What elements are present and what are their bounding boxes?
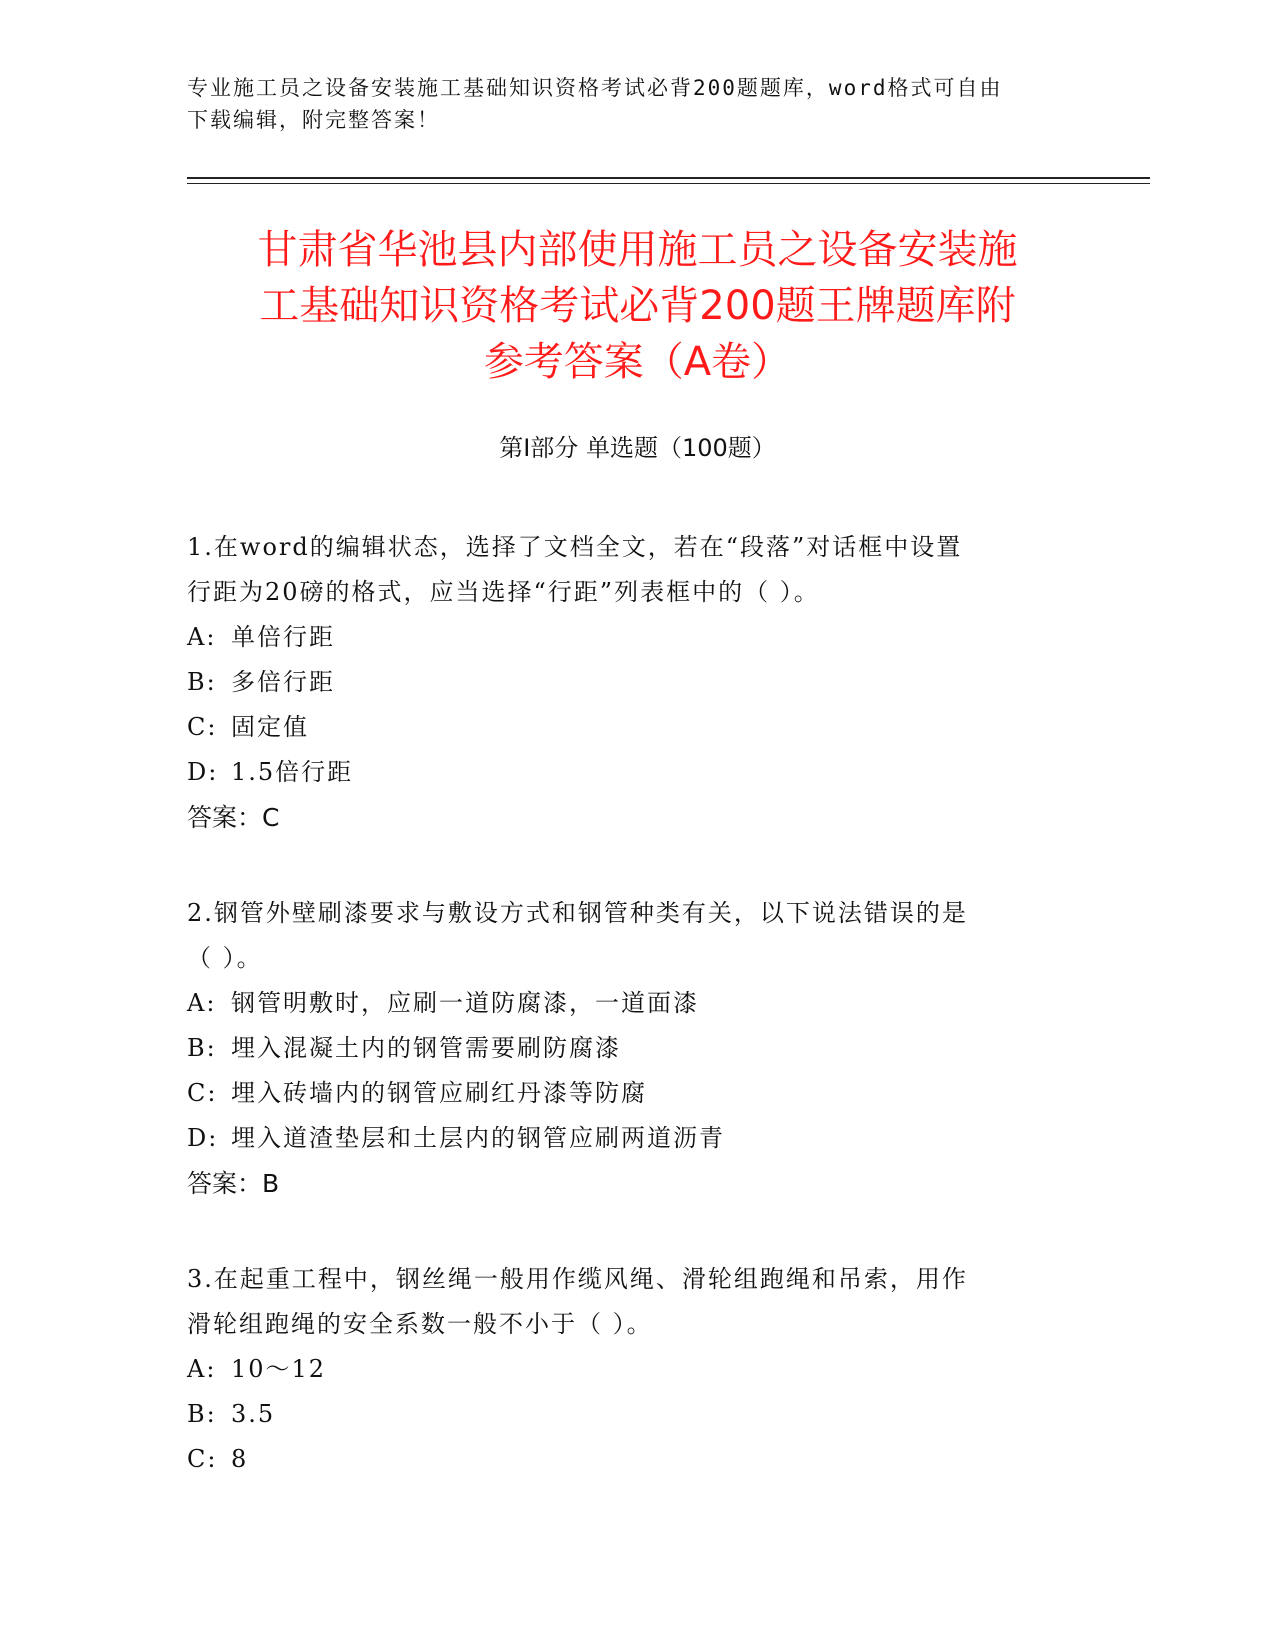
option-letter: B: <box>187 668 217 696</box>
option-a <box>187 1347 1087 1392</box>
option-letter: A: <box>187 623 217 651</box>
option-text: 10～12 <box>231 1355 327 1383</box>
option-letter: C: <box>187 1079 218 1107</box>
option-a <box>187 615 1087 660</box>
question-stem-line: 2.钢管外壁刷漆要求与敷设方式和钢管种类有关，以下说法错误的是 <box>187 899 968 927</box>
question-stem-line: 行距为20磅的格式，应当选择“行距”列表框中的（ ）。 <box>187 578 820 606</box>
question-2 <box>187 891 1087 1206</box>
option-text: 单倍行距 <box>231 623 335 651</box>
answer-line: 答案：B <box>187 1169 280 1198</box>
option-text: 1.5倍行距 <box>231 758 354 786</box>
header-line-1: 专业施工员之设备安装施工基础知识资格考试必背200题题库，word格式可自由 <box>187 76 1003 100</box>
header-divider-thin <box>187 183 1150 184</box>
header-divider-thick <box>187 177 1150 179</box>
option-text: 多倍行距 <box>231 668 335 696</box>
option-text: 钢管明敷时，应刷一道防腐漆，一道面漆 <box>231 989 699 1017</box>
page-header <box>187 72 1087 136</box>
answer-line: 答案：C <box>187 803 280 832</box>
option-b <box>187 1026 1087 1071</box>
option-letter: C: <box>187 713 218 741</box>
option-a <box>187 981 1087 1026</box>
option-letter: D: <box>187 1124 219 1152</box>
option-text: 3.5 <box>231 1400 276 1428</box>
option-text: 埋入砖墙内的钢管应刷红丹漆等防腐 <box>231 1079 647 1107</box>
question-3 <box>187 1257 1087 1482</box>
option-c <box>187 705 1087 750</box>
title-line-1: 甘肃省华池县内部使用施工员之设备安装施 <box>257 227 1018 273</box>
header-line-2: 下载编辑，附完整答案！ <box>187 108 440 132</box>
option-text: 固定值 <box>231 713 309 741</box>
question-stem-line: 3.在起重工程中，钢丝绳一般用作缆风绳、滑轮组跑绳和吊索，用作 <box>187 1265 968 1293</box>
question-list <box>187 525 1087 1533</box>
title-line-2: 工基础知识资格考试必背200题王牌题库附 <box>259 283 1016 329</box>
option-letter: A: <box>187 989 217 1017</box>
option-letter: A: <box>187 1355 217 1383</box>
title-line-3: 参考答案（A卷） <box>483 339 792 385</box>
option-letter: B: <box>187 1400 217 1428</box>
option-letter: C: <box>187 1445 218 1473</box>
question-stem-line: 滑轮组跑绳的安全系数一般不小于（ ）。 <box>187 1310 653 1338</box>
question-stem-line: （ ）。 <box>187 944 263 972</box>
section-heading: 第Ⅰ部分 单选题（100题） <box>499 434 776 462</box>
option-text: 埋入混凝土内的钢管需要刷防腐漆 <box>231 1034 621 1062</box>
option-text: 8 <box>231 1445 249 1473</box>
question-stem-line: 1.在word的编辑状态，选择了文档全文，若在“段落”对话框中设置 <box>187 533 963 561</box>
option-c <box>187 1071 1087 1116</box>
option-d <box>187 1116 1087 1161</box>
option-text: 埋入道渣垫层和土层内的钢管应刷两道沥青 <box>231 1124 725 1152</box>
option-letter: B: <box>187 1034 217 1062</box>
option-c <box>187 1437 1087 1482</box>
document-title <box>187 222 1088 390</box>
option-b <box>187 660 1087 705</box>
option-d <box>187 750 1087 795</box>
question-1 <box>187 525 1087 840</box>
option-b <box>187 1392 1087 1437</box>
option-letter: D: <box>187 758 219 786</box>
